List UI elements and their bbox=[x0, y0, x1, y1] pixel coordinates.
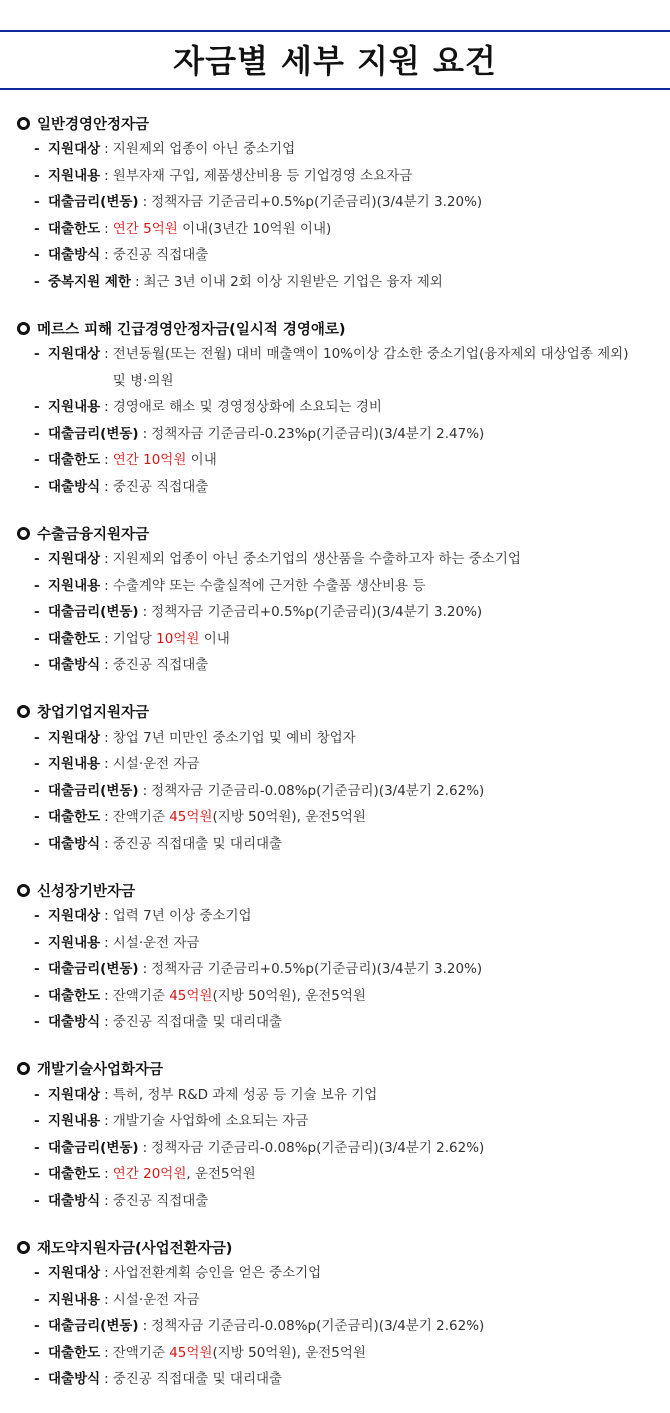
label-separator: : bbox=[104, 1291, 109, 1308]
label-separator: : bbox=[142, 782, 148, 799]
dash-marker: - bbox=[34, 835, 40, 852]
highlighted-amount: 연간 20억원 bbox=[112, 1166, 187, 1182]
requirement-label: 지원대상 bbox=[48, 1086, 101, 1103]
requirement-label: 지원내용 bbox=[48, 577, 101, 594]
label-separator: : bbox=[104, 220, 109, 237]
requirement-value bbox=[113, 474, 670, 501]
dash-marker: - bbox=[34, 630, 40, 647]
dash-marker: - bbox=[34, 577, 40, 594]
requirement-label: 지원내용 bbox=[48, 167, 101, 184]
label-separator: : bbox=[104, 1344, 109, 1361]
label-separator: : bbox=[142, 425, 148, 442]
section bbox=[0, 315, 670, 500]
value-text: 정책자금 기준금리-0.08%p(기준금리)(3/4분기 2.62%) bbox=[151, 1139, 485, 1156]
label-separator: : bbox=[104, 452, 109, 468]
requirement-label: 중복지원 제한 bbox=[48, 273, 131, 290]
requirement-value bbox=[113, 983, 670, 1010]
requirement-value bbox=[113, 831, 670, 858]
section-title: 창업기업지원자금 bbox=[37, 705, 150, 721]
value-text: 중진공 직접대출 및 대리대출 bbox=[112, 835, 283, 852]
requirement-label: 대출한도 bbox=[48, 987, 101, 1004]
requirement-value bbox=[151, 421, 670, 448]
requirement-label: 지원내용 bbox=[48, 1291, 101, 1308]
page-title: 자금별 세부 지원 요건 bbox=[173, 42, 497, 80]
requirement-label: 대출금리(변동) bbox=[48, 194, 139, 210]
requirement-value bbox=[151, 956, 670, 983]
requirement-row bbox=[0, 189, 670, 216]
value-text-suffix: 이내 bbox=[199, 630, 230, 647]
label-separator: : bbox=[104, 1166, 109, 1182]
label-separator: : bbox=[104, 346, 109, 362]
label-separator: : bbox=[104, 399, 109, 415]
section bbox=[0, 1056, 670, 1215]
requirement-label: 대출금리(변동) bbox=[48, 1318, 139, 1334]
dash-marker: - bbox=[34, 1014, 40, 1030]
label-separator: : bbox=[104, 1265, 109, 1281]
section-title: 수출금융지원자금 bbox=[37, 526, 150, 543]
requirement-value bbox=[151, 1135, 670, 1162]
value-text: 경영애로 해소 및 경영정상화에 소요되는 경비 bbox=[112, 399, 382, 415]
dash-marker: - bbox=[34, 452, 40, 468]
dash-marker: - bbox=[34, 657, 40, 673]
requirement-label: 대출방식 bbox=[48, 1014, 101, 1030]
value-text: 특허, 정부 R&D 과제 성공 등 기술 보유 기업 bbox=[112, 1086, 378, 1103]
label-separator: : bbox=[142, 1139, 148, 1156]
dash-marker: - bbox=[34, 167, 40, 184]
requirement-row bbox=[0, 546, 670, 573]
requirement-row bbox=[0, 1287, 670, 1314]
requirement-label: 대출금리(변동) bbox=[48, 782, 139, 799]
requirement-row bbox=[0, 983, 670, 1010]
requirement-row bbox=[0, 573, 670, 600]
section bbox=[0, 520, 670, 679]
requirement-label: 대출한도 bbox=[48, 630, 101, 647]
value-text: 중진공 직접대출 bbox=[112, 657, 209, 673]
requirement-row bbox=[0, 751, 670, 778]
dash-marker: - bbox=[34, 346, 40, 362]
requirement-label: 대출한도 bbox=[48, 1166, 101, 1182]
requirement-value bbox=[113, 930, 670, 957]
section-header bbox=[0, 699, 670, 725]
requirement-value bbox=[151, 1313, 670, 1340]
value-text: 지원제외 업종이 아닌 중소기업의 생산품을 수출하고자 하는 중소기업 bbox=[112, 551, 521, 567]
section-title: 개발기술사업화자금 bbox=[37, 1062, 164, 1078]
circle-bullet-icon bbox=[17, 705, 30, 718]
section-header bbox=[0, 1056, 670, 1082]
dash-marker: - bbox=[34, 478, 40, 495]
dash-marker: - bbox=[34, 1318, 40, 1334]
requirement-value bbox=[113, 804, 670, 831]
requirement-label: 대출방식 bbox=[48, 478, 101, 495]
label-separator: : bbox=[142, 961, 148, 977]
requirement-row bbox=[0, 903, 670, 930]
requirement-value bbox=[113, 163, 670, 190]
value-text-suffix: (지방 50억원), 운전5억원 bbox=[212, 1344, 366, 1361]
dash-marker: - bbox=[34, 220, 40, 237]
value-text: 중진공 직접대출 및 대리대출 bbox=[112, 1014, 283, 1030]
requirement-value bbox=[113, 652, 670, 679]
requirement-row bbox=[0, 1188, 670, 1215]
dash-marker: - bbox=[34, 782, 40, 799]
requirement-value bbox=[113, 1161, 670, 1188]
section bbox=[0, 877, 670, 1036]
section bbox=[0, 699, 670, 858]
value-text: 중진공 직접대출 bbox=[112, 247, 209, 263]
dash-marker: - bbox=[34, 141, 40, 157]
value-text: 정책자금 기준금리+0.5%p(기준금리)(3/4분기 3.20%) bbox=[151, 961, 483, 977]
circle-bullet-icon bbox=[17, 527, 30, 540]
value-text: 잔액기준 bbox=[112, 809, 170, 825]
highlighted-amount: 연간 10억원 bbox=[112, 452, 187, 468]
value-text: 정책자금 기준금리-0.23%p(기준금리)(3/4분기 2.47%) bbox=[151, 425, 485, 442]
requirement-value bbox=[151, 599, 670, 626]
top-rule bbox=[0, 30, 670, 32]
dash-marker: - bbox=[34, 809, 40, 825]
requirement-row bbox=[0, 930, 670, 957]
requirement-label: 대출금리(변동) bbox=[48, 425, 139, 442]
requirement-row bbox=[0, 804, 670, 831]
label-separator: : bbox=[104, 577, 109, 594]
requirement-label: 지원대상 bbox=[48, 141, 101, 157]
requirement-row bbox=[0, 341, 670, 394]
dash-marker: - bbox=[34, 1192, 40, 1209]
requirement-row bbox=[0, 599, 670, 626]
requirement-row bbox=[0, 626, 670, 653]
value-text: 최근 3년 이내 2회 이상 지원받은 기업은 융자 제외 bbox=[143, 273, 443, 290]
value-text: 정책자금 기준금리-0.08%p(기준금리)(3/4분기 2.62%) bbox=[151, 782, 485, 799]
value-text: 시설·운전 자금 bbox=[112, 756, 200, 772]
dash-marker: - bbox=[34, 1291, 40, 1308]
requirement-label: 대출금리(변동) bbox=[48, 961, 139, 977]
highlighted-amount: 10억원 bbox=[156, 630, 200, 647]
value-text-suffix: 이내 bbox=[186, 452, 217, 468]
dash-marker: - bbox=[34, 1139, 40, 1156]
value-text: 잔액기준 bbox=[112, 1344, 170, 1361]
requirement-value bbox=[113, 1340, 670, 1367]
label-separator: : bbox=[104, 987, 109, 1004]
section-header bbox=[0, 877, 670, 903]
requirement-value bbox=[113, 447, 670, 474]
requirement-row bbox=[0, 725, 670, 752]
value-text: 정책자금 기준금리-0.08%p(기준금리)(3/4분기 2.62%) bbox=[151, 1318, 485, 1334]
section-title: 메르스 피해 긴급경영안정자금(일시적 경영애로) bbox=[37, 321, 346, 338]
requirement-row bbox=[0, 956, 670, 983]
dash-marker: - bbox=[34, 1344, 40, 1361]
dash-marker: - bbox=[34, 756, 40, 772]
requirement-row bbox=[0, 421, 670, 448]
requirement-label: 지원내용 bbox=[48, 934, 101, 951]
value-text: 업력 7년 이상 중소기업 bbox=[112, 908, 252, 924]
circle-bullet-icon bbox=[17, 1241, 30, 1254]
requirement-row bbox=[0, 163, 670, 190]
label-separator: : bbox=[104, 630, 109, 647]
circle-bullet-icon bbox=[17, 322, 30, 335]
label-separator: : bbox=[104, 809, 109, 825]
value-text: 사업전환계획 승인을 얻은 중소기업 bbox=[112, 1265, 322, 1281]
requirement-value bbox=[113, 1108, 670, 1135]
value-text: 중진공 직접대출 bbox=[112, 478, 209, 495]
label-separator: : bbox=[104, 247, 109, 263]
requirement-value bbox=[113, 242, 670, 269]
value-text: 수출계약 또는 수출실적에 근거한 수출품 생산비용 등 bbox=[112, 577, 426, 594]
requirement-label: 대출한도 bbox=[48, 452, 101, 468]
label-separator: : bbox=[104, 756, 109, 772]
highlighted-amount: 연간 5억원 bbox=[112, 220, 178, 237]
value-text-suffix: (지방 50억원), 운전5억원 bbox=[212, 987, 366, 1004]
highlighted-amount: 45억원 bbox=[169, 1344, 213, 1361]
requirement-row bbox=[0, 652, 670, 679]
section-title: 일반경영안정자금 bbox=[37, 116, 150, 133]
requirement-row bbox=[0, 216, 670, 243]
section-title: 재도약지원자금(사업전환자금) bbox=[37, 1240, 233, 1257]
requirement-value bbox=[113, 546, 670, 573]
requirement-label: 지원대상 bbox=[48, 908, 101, 924]
section-title: 신성장기반자금 bbox=[37, 883, 136, 900]
requirement-value bbox=[113, 216, 670, 243]
label-separator: : bbox=[104, 1086, 109, 1103]
label-separator: : bbox=[104, 657, 109, 673]
dash-marker: - bbox=[34, 987, 40, 1004]
circle-bullet-icon bbox=[17, 884, 30, 897]
requirement-value bbox=[151, 778, 670, 805]
requirement-row bbox=[0, 831, 670, 858]
requirement-row bbox=[0, 1082, 670, 1109]
label-separator: : bbox=[104, 835, 109, 852]
requirement-value bbox=[113, 1260, 670, 1287]
section-header bbox=[0, 1234, 670, 1260]
requirement-label: 지원내용 bbox=[48, 756, 101, 772]
requirement-label: 대출한도 bbox=[48, 1344, 101, 1361]
highlighted-amount: 45억원 bbox=[169, 987, 213, 1004]
dash-marker: - bbox=[34, 1166, 40, 1182]
highlighted-amount: 45억원 bbox=[169, 809, 213, 825]
requirement-value bbox=[113, 1082, 670, 1109]
requirement-label: 지원내용 bbox=[48, 1113, 101, 1129]
label-separator: : bbox=[134, 273, 140, 290]
requirement-row bbox=[0, 1366, 670, 1393]
label-separator: : bbox=[104, 551, 109, 567]
requirement-label: 대출방식 bbox=[48, 1192, 101, 1209]
label-separator: : bbox=[104, 1113, 109, 1129]
value-text-suffix: 이내(3년간 10억원 이내) bbox=[177, 220, 332, 237]
requirement-label: 지원대상 bbox=[48, 1265, 101, 1281]
requirement-label: 지원대상 bbox=[48, 551, 101, 567]
label-separator: : bbox=[104, 141, 109, 157]
label-separator: : bbox=[104, 1192, 109, 1209]
value-text: 정책자금 기준금리+0.5%p(기준금리)(3/4분기 3.20%) bbox=[151, 604, 483, 620]
requirement-row bbox=[0, 778, 670, 805]
dash-marker: - bbox=[34, 908, 40, 924]
label-separator: : bbox=[104, 934, 109, 951]
requirement-label: 대출방식 bbox=[48, 657, 101, 673]
requirement-value bbox=[113, 751, 670, 778]
value-text: 잔액기준 bbox=[112, 987, 170, 1004]
label-separator: : bbox=[142, 1318, 148, 1334]
requirement-row bbox=[0, 136, 670, 163]
value-text: 전년동월(또는 전월) 대비 매출액이 10%이상 감소한 중소기업(융자제외 대상업종 제외) 및 병·의원 bbox=[112, 346, 629, 389]
requirement-row bbox=[0, 242, 670, 269]
sections-container bbox=[0, 110, 670, 1413]
section-header bbox=[0, 315, 670, 341]
dash-marker: - bbox=[34, 604, 40, 620]
requirement-value bbox=[113, 903, 670, 930]
requirement-value bbox=[113, 136, 670, 163]
requirement-label: 대출방식 bbox=[48, 835, 101, 852]
requirement-value bbox=[113, 1287, 670, 1314]
label-separator: : bbox=[104, 478, 109, 495]
dash-marker: - bbox=[34, 1265, 40, 1281]
value-text-suffix: (지방 50억원), 운전5억원 bbox=[212, 809, 366, 825]
requirement-label: 지원대상 bbox=[48, 346, 101, 362]
dash-marker: - bbox=[34, 934, 40, 951]
value-text-suffix: , 운전5억원 bbox=[186, 1166, 256, 1182]
circle-bullet-icon bbox=[17, 117, 30, 130]
label-separator: : bbox=[104, 908, 109, 924]
requirement-row bbox=[0, 474, 670, 501]
requirement-label: 지원대상 bbox=[48, 729, 101, 746]
requirement-value bbox=[113, 626, 670, 653]
value-text: 시설·운전 자금 bbox=[112, 934, 200, 951]
requirement-value bbox=[113, 1188, 670, 1215]
dash-marker: - bbox=[34, 1371, 40, 1387]
requirement-row bbox=[0, 1313, 670, 1340]
requirement-row bbox=[0, 394, 670, 421]
requirement-label: 지원내용 bbox=[48, 399, 101, 415]
label-separator: : bbox=[104, 1014, 109, 1030]
section-header bbox=[0, 110, 670, 136]
requirement-value bbox=[151, 189, 670, 216]
requirement-value bbox=[113, 1009, 670, 1036]
requirement-label: 대출한도 bbox=[48, 809, 101, 825]
requirement-value bbox=[113, 573, 670, 600]
circle-bullet-icon bbox=[17, 1062, 30, 1075]
value-text: 원부자재 구입, 제품생산비용 등 기업경영 소요자금 bbox=[112, 167, 413, 184]
dash-marker: - bbox=[34, 1086, 40, 1103]
section bbox=[0, 110, 670, 295]
dash-marker: - bbox=[34, 247, 40, 263]
value-text: 시설·운전 자금 bbox=[112, 1291, 200, 1308]
section-header bbox=[0, 520, 670, 546]
requirement-row bbox=[0, 269, 670, 296]
requirement-row bbox=[0, 447, 670, 474]
title-bottom-rule bbox=[0, 88, 670, 90]
requirement-row bbox=[0, 1161, 670, 1188]
value-text: 창업 7년 미만인 중소기업 및 예비 창업자 bbox=[112, 729, 356, 746]
label-separator: : bbox=[104, 1371, 109, 1387]
requirement-value bbox=[113, 394, 670, 421]
requirement-row bbox=[0, 1260, 670, 1287]
value-text: 지원제외 업종이 아닌 중소기업 bbox=[112, 141, 296, 157]
requirement-label: 대출방식 bbox=[48, 247, 101, 263]
value-text: 기업당 bbox=[112, 630, 157, 647]
requirement-value bbox=[113, 725, 670, 752]
requirement-label: 대출방식 bbox=[48, 1371, 101, 1387]
dash-marker: - bbox=[34, 1113, 40, 1129]
requirement-label: 대출한도 bbox=[48, 220, 101, 237]
requirement-row bbox=[0, 1108, 670, 1135]
dash-marker: - bbox=[34, 399, 40, 415]
dash-marker: - bbox=[34, 551, 40, 567]
value-text: 개발기술 사업화에 소요되는 자금 bbox=[112, 1113, 309, 1129]
requirement-row bbox=[0, 1135, 670, 1162]
requirement-label: 대출금리(변동) bbox=[48, 1139, 139, 1156]
label-separator: : bbox=[142, 194, 148, 210]
requirement-row bbox=[0, 1340, 670, 1367]
dash-marker: - bbox=[34, 425, 40, 442]
value-text: 중진공 직접대출 및 대리대출 bbox=[112, 1371, 283, 1387]
dash-marker: - bbox=[34, 273, 40, 290]
label-separator: : bbox=[104, 167, 109, 184]
section bbox=[0, 1234, 670, 1393]
requirement-value bbox=[144, 269, 670, 296]
requirement-row bbox=[0, 1009, 670, 1036]
dash-marker: - bbox=[34, 729, 40, 746]
dash-marker: - bbox=[34, 194, 40, 210]
dash-marker: - bbox=[34, 961, 40, 977]
requirement-value bbox=[113, 341, 670, 394]
requirement-value bbox=[113, 1366, 670, 1393]
value-text: 중진공 직접대출 bbox=[112, 1192, 209, 1209]
requirement-label: 대출금리(변동) bbox=[48, 604, 139, 620]
value-text: 정책자금 기준금리+0.5%p(기준금리)(3/4분기 3.20%) bbox=[151, 194, 483, 210]
label-separator: : bbox=[142, 604, 148, 620]
label-separator: : bbox=[104, 729, 109, 746]
